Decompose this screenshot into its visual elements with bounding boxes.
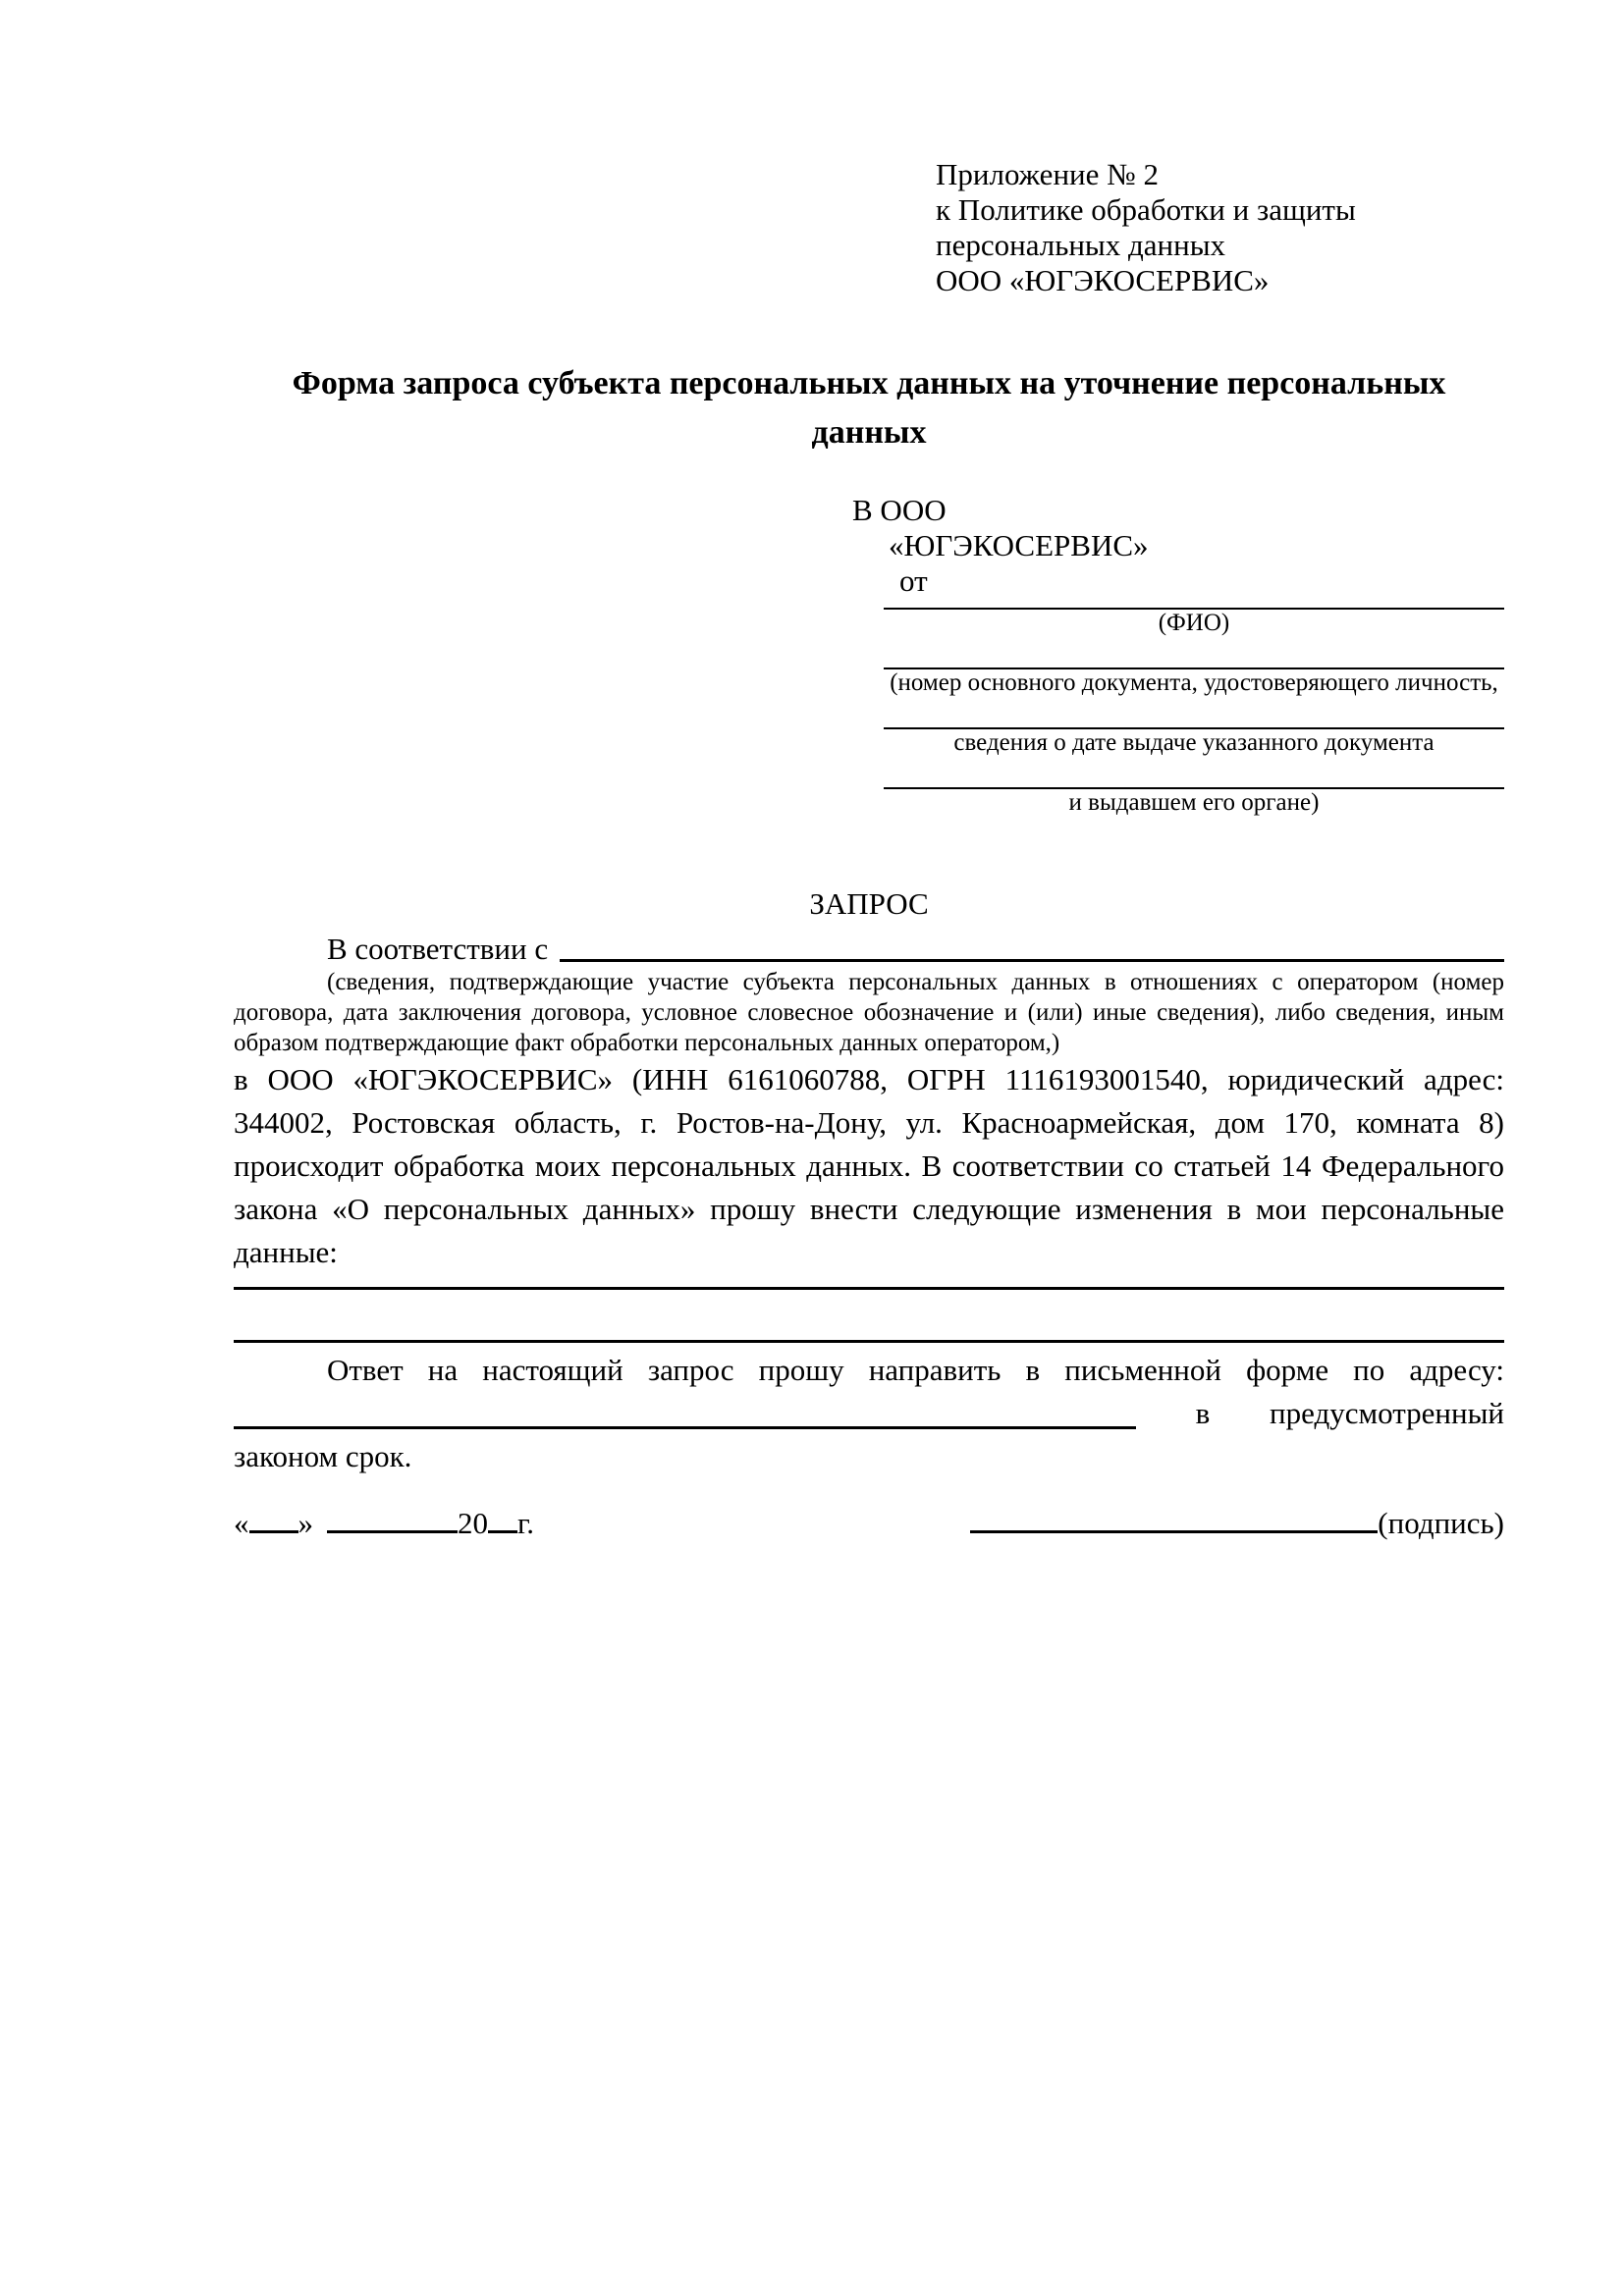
fio-caption: (ФИО) xyxy=(1158,610,1230,636)
addressee-line-3: от xyxy=(899,563,928,598)
changes-blank-line-1 xyxy=(234,1274,1504,1290)
date-quote-close: » xyxy=(298,1506,313,1540)
policy-reference-line: к Политике обработки и защиты персональных данных xyxy=(936,192,1356,262)
response-word-v: в xyxy=(1195,1396,1211,1430)
year-suffix: г. xyxy=(517,1506,534,1540)
fio-blank-line xyxy=(884,599,1504,610)
document-content xyxy=(0,157,1624,1545)
address-blank-line xyxy=(234,1426,1136,1429)
document-number-caption: (номер основного документа, удостоверяющего личность, xyxy=(890,669,1498,696)
issuing-authority-blank-line xyxy=(884,756,1504,789)
year-blank-line xyxy=(488,1530,517,1533)
appendix-number-line: Приложение № 2 xyxy=(936,157,1159,191)
signature-caption: (подпись) xyxy=(1378,1506,1504,1540)
request-body-paragraph: в ООО «ЮГЭКОСЕРВИС» (ИНН 6161060788, ОГРН 1116193001540, юридический адрес: 344002, Ростовская область, г. Ростов-на-Дону, ул. Красноармейская, дом 170, комната 8) происходит обработка моих персональных данных. В соответствии со статьей 14 Федерального закона «О персональных данных» прошу внести следующие изменения в мои персональные данные: xyxy=(234,1062,1504,1269)
document-number-blank-line xyxy=(884,636,1504,669)
intro-line xyxy=(234,932,1504,967)
issue-date-caption: сведения о дате выдаче указанного документа xyxy=(953,729,1435,756)
signature-blank-line xyxy=(970,1530,1378,1533)
date-field xyxy=(234,1502,534,1545)
intro-lead-text: В соответствии с xyxy=(327,932,549,966)
response-address-sentence: Ответ на настоящий запрос прошу направить в письменной форме по адресу: xyxy=(327,1353,1504,1387)
company-name-line: ООО «ЮГЭКОСЕРВИС» xyxy=(936,263,1270,297)
appendix-header xyxy=(936,157,1515,298)
issue-date-blank-line xyxy=(884,696,1504,729)
addressee-block xyxy=(852,493,1504,599)
date-quote-open: « xyxy=(234,1506,249,1540)
operator-relation-note: (сведения, подтверждающие участие субъекта персональных данных в отношениях с оператором (номер договора, дата заключения договора, условное словесное обозначение и (или) иные сведения), либо сведения, иным образом подтверждающие факт обработки персональных данных оператором,) xyxy=(234,969,1504,1056)
request-heading: ЗАПРОС xyxy=(809,886,929,921)
year-prefix: 20 xyxy=(458,1506,488,1540)
issuing-authority-caption: и выдавшем его органе) xyxy=(1068,789,1320,816)
response-term-text: законом срок. xyxy=(234,1439,412,1473)
response-address-line xyxy=(234,1392,1504,1435)
signature-field xyxy=(970,1502,1504,1545)
changes-blank-line-2 xyxy=(234,1290,1504,1343)
document-title: Форма запроса субъекта персональных данных на уточнение персональных данных xyxy=(292,365,1446,451)
intro-blank-line xyxy=(560,959,1504,962)
day-blank-line xyxy=(249,1530,298,1533)
addressee-line-1: В ООО xyxy=(852,493,947,527)
date-signature-row xyxy=(234,1502,1504,1545)
response-word-predusmotrenny: предусмотренный xyxy=(1270,1396,1504,1430)
addressee-line-2: «ЮГЭКОСЕРВИС» xyxy=(889,528,1149,562)
month-blank-line xyxy=(327,1530,458,1533)
applicant-fields-block xyxy=(884,599,1504,816)
